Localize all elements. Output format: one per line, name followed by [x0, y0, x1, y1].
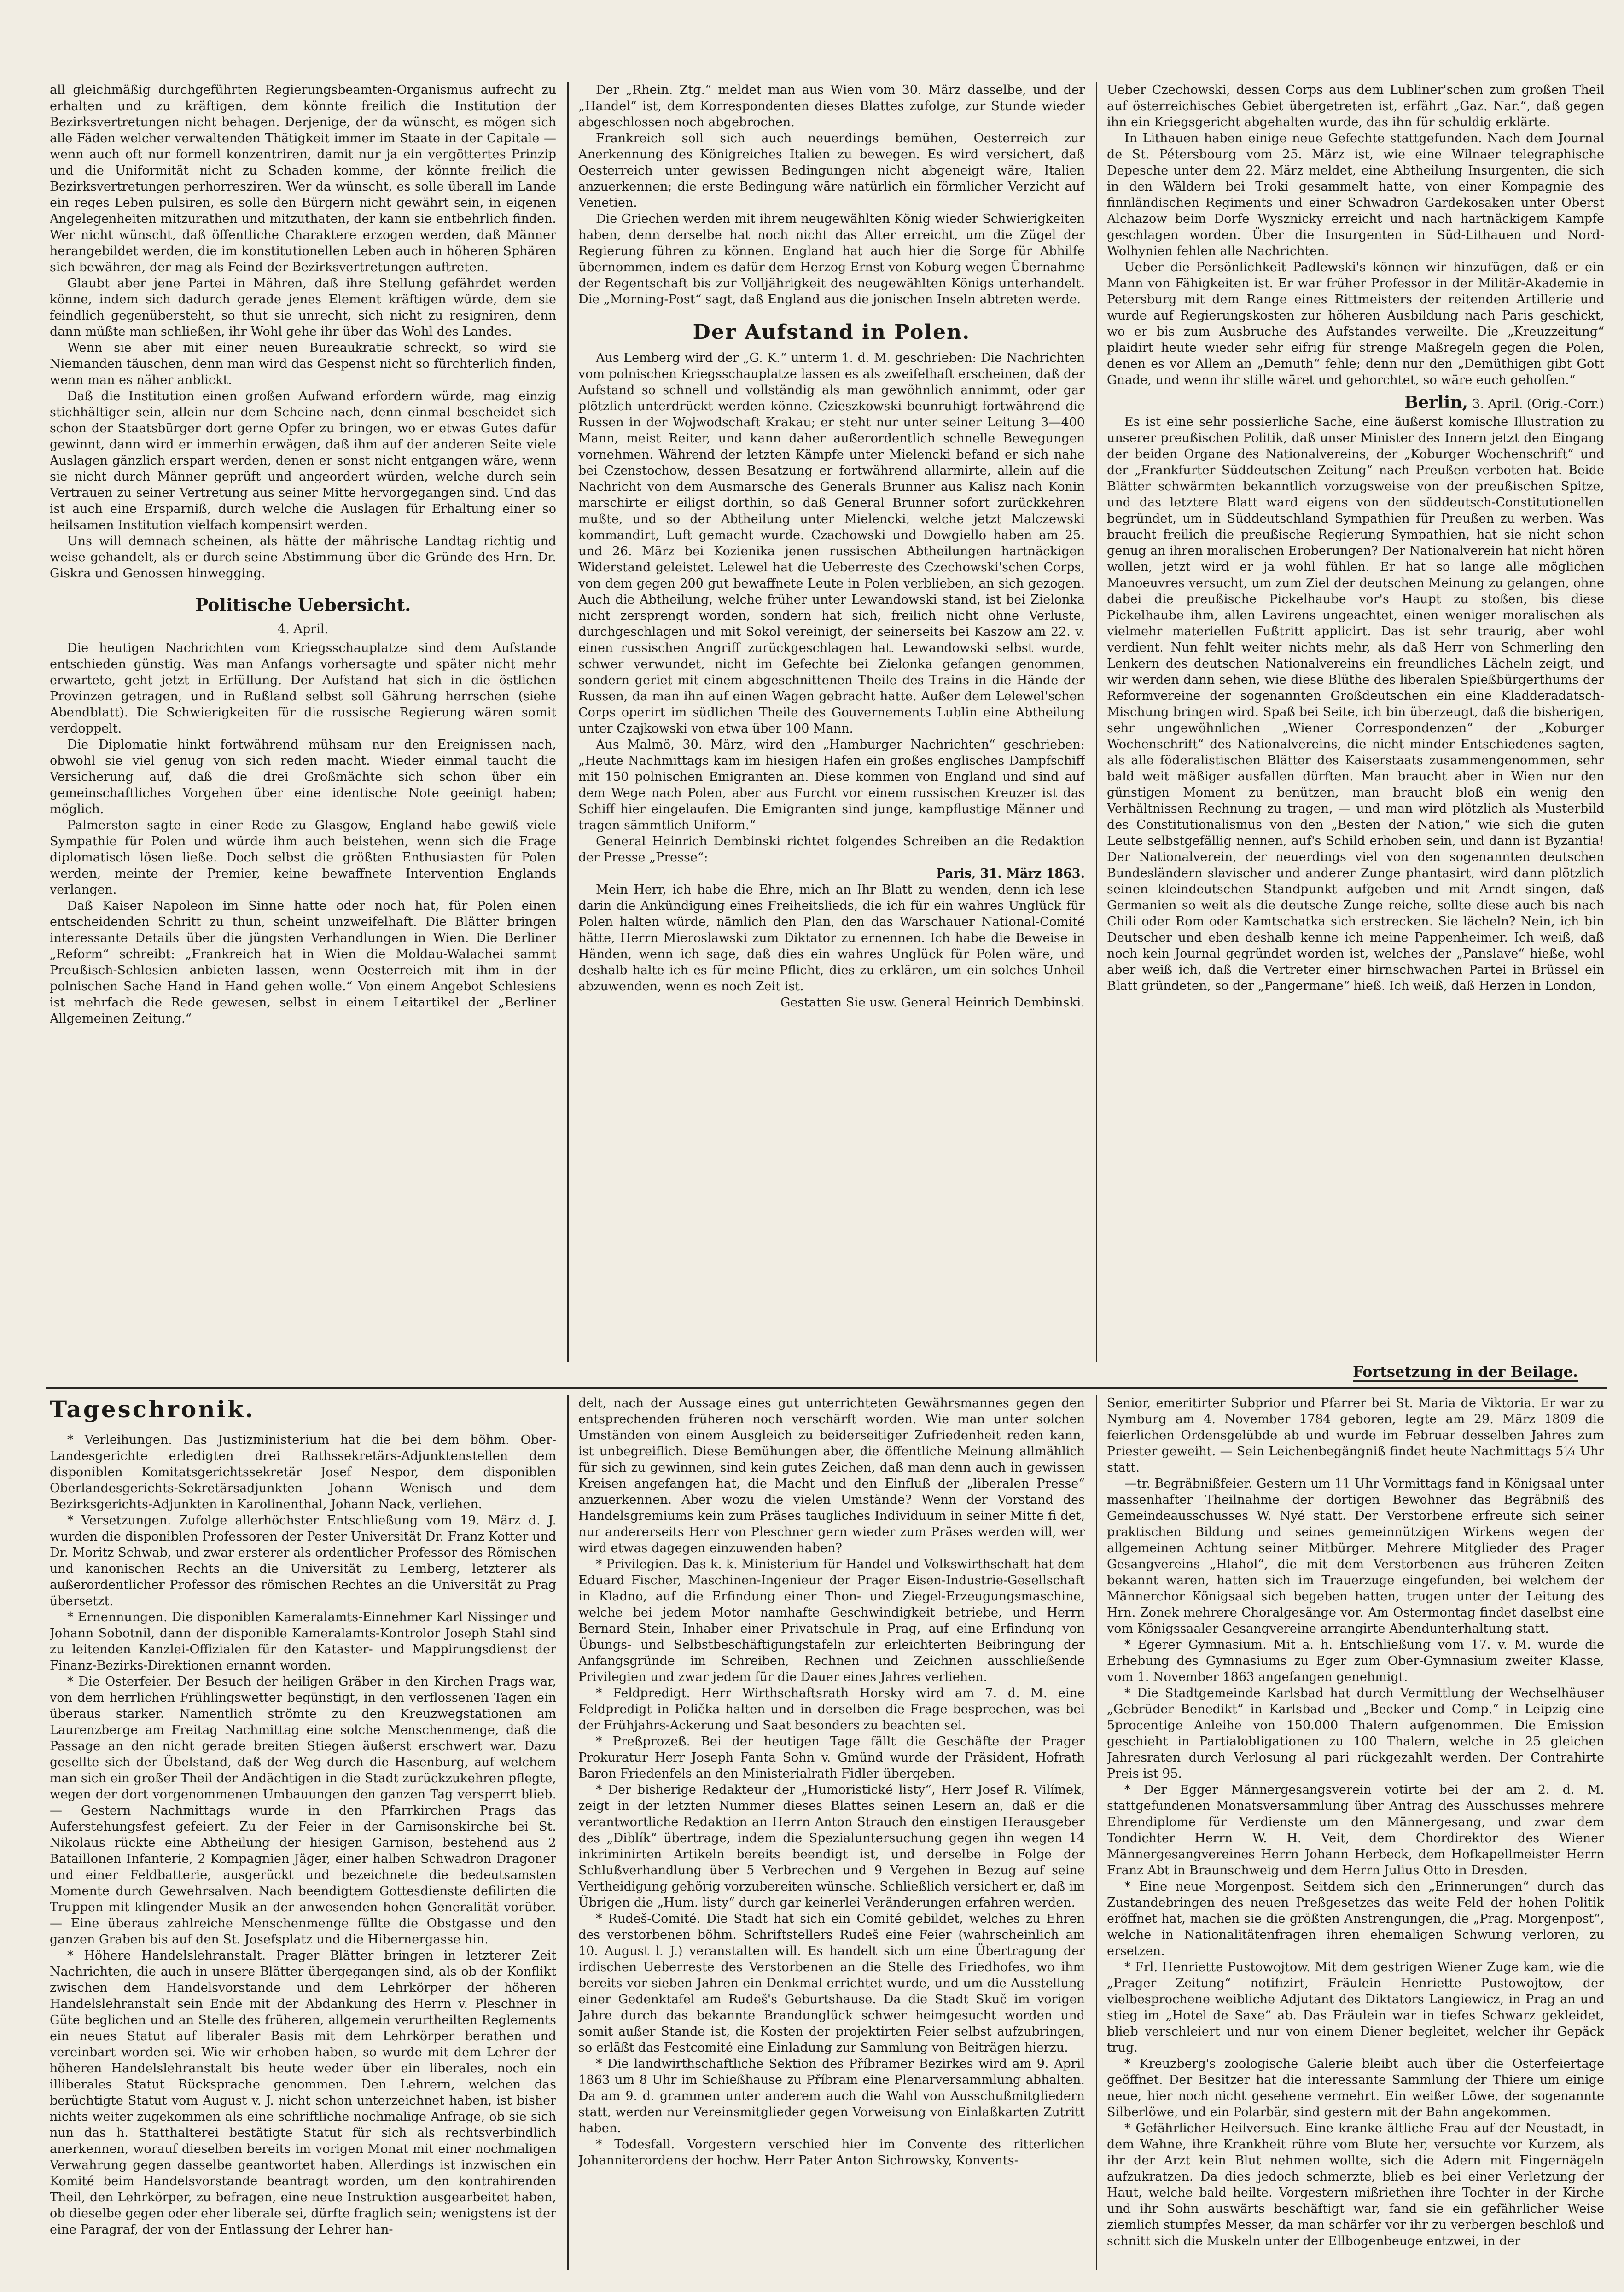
- paragraph: Es ist eine sehr possierliche Sache, eine äußerst komische Illustration zu unserer preußischen Politik, daß unser Minister des Innern jetzt den Eingang der beiden Organe des Nationalvereins, der „Koburger Wochenschrift“ und der „Frankfurter Süddeutschen Zeitung“ nach Preußen verboten hat. Beide Blätter schwärmten bekanntlich vorzugsweise von der preußischen Spitze, und das letztere Blatt ward eigens von den süddeutsch-Constitutionellen begründet, um in Süddeutschland Sympathien für Preußen zu werben. Was braucht freilich die preußische Regierung Sympathien, hat sie nicht schon genug an ihren moralischen Eroberungen? Der Nationalverein hat nicht hören wollen, jetzt wird er ja wohl fühlen. Er hat so lange alle möglichen Manoeuvres versucht, um zum Ziel der deutschen Meinung zu gelangen, ohne dabei die preußische Pickelhaube vor's Haupt zu stoßen, bis diese Pickelhaube ihm, allen Lavirens ungeachtet, einen weniger moralischen als vielmehr materiellen Fußtritt applicirt. Das ist sehr traurig, aber wohl verdient. Nun fehlt weiter nichts mehr, als daß Herr von Schmerling den Lenkern des deutschen Nationalvereins ein freundliches Lächeln zeigt, und wir werden dann sehen, wie diese Blüthe des liberalen Spießbürgerthums der Reformvereine der sogenannten Großdeutschen ein eine Kladderadatsch-Mischung bringen wird. Spaß bei Seite, ich bin überzeugt, daß die bisherigen, sehr ungewöhnlichen „Wiener Correspondenzen“ der „Koburger Wochenschrift“ des Nationalvereins, die nicht minder Entschiedenes sagten, als alle föderalistischen Blätter des Kaiserstaats zusammengenommen, sehr bald weit mäßiger ausfallen dürften. Man braucht aber in Wien nur den günstigen Moment zu benützen, man braucht bloß ein wenig den Verhältnissen Rechnung zu tragen, — und man wird plötzlich als Musterbild des Constitutionalismus von den „Besten der Nation,“ wie sich die guten Leute selbstgefällig nennen, auf's Schild erhoben sein, und dann ist Byzantia! Der Nationalverein, der neuerdings viel von den sogenannten deutschen Bundesländern slavischer und anderer Zunge phantasirt, wird dann plötzlich seinen kleindeutschen Standpunkt aufgeben und mit Arndt singen, daß Germanien so weit als die deutsche Zunge reiche, sollte diese auch bis nach Chili oder Rom oder Kamtschatka sich erstrecken. Sie lächeln? Nein, ich bin Deutscher und eben deshalb kenne ich meine Pappenheimer. Ich weiß, daß noch kein Journal gegründet worden ist, welches der „Panslave“ hieße, wohl aber weiß ich, daß die Vertreter einer hirnschwachen Partei in Brüssel ein Blatt gründeten, so der „Pangermane“ hieß. Ich weiß, daß Herzen in London,: [1107, 415, 1604, 993]
- bottom-column-2: [578, 1395, 1085, 2265]
- column-rule: [567, 1395, 569, 2270]
- correspondence-date: 3. April. (Orig.-Corr.): [1472, 397, 1604, 411]
- paragraph: Wenn sie aber mit einer neuen Bureaukratie schreckt, so wird sie Niemanden täuschen, denn man wird das Gespenst nicht so fürchterlich finden, wenn man es näher anblickt.: [50, 341, 556, 387]
- paragraph: Senior, emeritirter Subprior und Pfarrer bei St. Maria de Viktoria. Er war zu Nymburg am 4. November 1784 geboren, legte am 29. März 1809 die feierlichen Ordensgelübde ab und wurde im Februar desselben Jahres zum Priester geweiht. — Sein Leichenbegängniß findet heute Nachmittags 5¼ Uhr statt.: [1107, 1396, 1604, 1475]
- column-rule: [567, 82, 569, 1362]
- paragraph: —tr. Begräbnißfeier. Gestern um 11 Uhr Vormittags fand in Königsaal unter massenhafter Theilnahme der dortigen Bewohner das Begräbniß des Gemeindeausschusses W. Nyé statt. Der Verstorbene erfreute sich seiner praktischen Bildung und seines gemeinnützigen Wirkens wegen der allgemeinen Achtung seiner Mitbürger. Mehrere Mitglieder des Prager Gesangvereins „Hlahol“, die mit dem Verstorbenen aus früheren Zeiten bekannt waren, hatten sich im Trauerzuge eingefunden, bei welchem der Männerchor Königsaal sich begeben hatten, trugen unter der Leitung des Hrn. Zonek mehrere Choralgesänge vor. Am Ostermontag findet daselbst eine vom Königssaaler Gesangvereine arrangirte Abendunterhaltung statt.: [1107, 1477, 1604, 1636]
- paragraph: Mein Herr, ich habe die Ehre, mich an Ihr Blatt zu wenden, denn ich lese darin die Ankündigung eines Freiheitslieds, die ich für ein wahres Unglück für Polen halten würde, nämlich den Plan, den das Warschauer National-Comité hätte, Herrn Mieroslawski zum Diktator zu ernennen. Ich habe die Beweise in Händen, wenn ich sage, daß dies ein wahres Unglück für Polen wäre, und deshalb halte ich es für meine Pflicht, dies zu erklären, um ein solches Unheil abzuwenden, wenn es noch Zeit ist.: [578, 883, 1085, 994]
- section-divider: [46, 1387, 1607, 1389]
- paragraph: Uns will demnach scheinen, als hätte der mährische Landtag richtig und weise gehandelt, als er durch seine Abstimmung über die Gründe des Hrn. Dr. Giskra und Genossen hinwegging.: [50, 534, 556, 581]
- paragraph: * Der bisherige Redakteur der „Humoristické listy“, Herr Josef R. Vilímek, zeigt in der letzten Nummer dieses Blattes seinen Lesern an, daß er die verantwortliche Redaktion an Herrn Anton Strauch den einstigen Herausgeber des „Diblík“ übertrage, indem die Spezialuntersuchung gegen ihn wegen 14 inkriminirten Artikeln bereits beendigt ist, und derselbe in Folge der Schlußverhandlung über 5 Verbrechen und 9 Vergehen in Bezug auf seine Vertheidigung gehörig vorzubereiten wünsche. Schließlich versichert er, daß im Übrigen die „Hum. listy“ durch gar keinerlei Veränderungen erfahren werden.: [578, 1783, 1085, 1910]
- paragraph: Palmerston sagte in einer Rede zu Glasgow, England habe gewiß viele Sympathie für Polen und würde ihm auch beistehen, wenn sich die Frage diplomatisch lösen ließe. Doch selbst die größten Enthusiasten für Polen werden, meinte der Premier, keine bewaffnete Intervention Englands verlangen.: [50, 818, 556, 897]
- paragraph: * Gefährlicher Heilversuch. Eine kranke ältliche Frau auf der Neustadt, in dem Wahne, ihre Krankheit rühre vom Blute her, versuchte vor Kurzem, als ihr der Arzt kein Blut nehmen wollte, sich die Adern mit Fingernägeln aufzukratzen. Da dies jedoch schmerzte, blieb es bei einer Verletzung der Haut, welche bald heilte. Vorgestern mißriethen ihre Tochter in der Kirche und ihr Sohn auswärts beschäftigt war, fand sie ein gefährlicher Weise ziemlich stumpfes Messer, da man schärfer vor ihr zu verbergen beschloß und schnitt sich die Muskeln unter der Ellbogenbeuge entzwei, in der: [1107, 2121, 1604, 2248]
- section-heading: Der Aufstand in Polen.: [693, 320, 971, 344]
- correspondence-header: [1107, 395, 1604, 412]
- paragraph: * Preßprozeß. Bei der heutigen Tage fällt die Geschäfte der Prager Prokuratur Herr Joseph Fanta Sohn v. Gmünd wurde der Präsident, Hofrath Baron Friedenfels an den Ministerialrath Fidler übergeben.: [578, 1734, 1085, 1781]
- column-rule: [1096, 82, 1097, 1362]
- correspondence-city: Berlin,: [1404, 393, 1468, 412]
- paragraph: * Privilegien. Das k. k. Ministerium für Handel und Volkswirthschaft hat dem Eduard Fischer, Maschinen-Ingenieur der Prager Eisen-Industrie-Gesellschaft in Kladno, auf die Erfindung einer Thon- und Ziegel-Erzeugungsmaschine, welche bei jedem Motor namhafte Geschwindigkeit betriebe, und Herrn Bernard Stein, Inhaber einer Privatschule in Prag, auf eine Erfindung von Übungs- und Selbstbeschäftigungstafeln zur erleichterten Beibringung der Anfangsgründe im Schreiben, Rechnen und Zeichnen ausschließende Privilegien und zwar jedem für die Dauer eines Jahres verliehen.: [578, 1557, 1085, 1684]
- paragraph: * Ernennungen. Die disponiblen Kameralamts-Einnehmer Karl Nissinger und Johann Sobotnil, dann der disponible Kameralamts-Kontrolor Joseph Stahl sind zu leitenden Kanzlei-Offizialen für den Kataster- und Mappirungsdienst der Finanz-Bezirks-Direktionen ernannt worden.: [50, 1610, 556, 1673]
- continuation-note: Fortsetzung in der Beilage.: [1353, 1363, 1578, 1382]
- top-column-2: [578, 82, 1085, 1357]
- paragraph: * Verleihungen. Das Justizministerium hat die bei dem böhm. Ober-Landesgerichte erledigten drei Rathssekretärs-Adjunktenstellen dem disponiblen Komitatsgerichtssekretär Josef Nespor, dem disponiblen Oberlandesgerichts-Sekretärsadjunkten Johann Wenisch und dem Bezirksgerichts-Adjunkten in Karolinenthal, Johann Nack, verliehen.: [50, 1433, 556, 1512]
- column-rule: [1096, 1395, 1097, 2270]
- paragraph: * Höhere Handelslehranstalt. Prager Blätter bringen in letzterer Zeit Nachrichten, die auch in unsere Blätter übergegangen sind, als ob der Konflikt zwischen dem Handelsvorstande und dem Lehrkörper der höheren Handelslehranstalt sein Ende mit der Abdankung des Herrn v. Pleschner in Güte beglichen und an Stelle des früheren, allgemein verurtheilten Reglements ein neues Statut auf liberaler Basis mit dem Lehrkörper berathen und vereinbart worden sei. Wie wir erhoben haben, so wurde mit dem Lehrer der höheren Handelslehranstalt bis heute weder über ein liberales, noch ein illiberales Statut Rücksprache genommen. Den Lehrern, welchen das berüchtigte Statut vom August v. J. nicht schon unterzeichnet haben, ist bisher nichts weiter zugekommen als eine schriftliche nochmalige Anfrage, ob sie sich nun das h. Statthalterei bestätigte Statut für sich als rechtsverbindlich anerkennen, worauf dieselben bereits im vorigen Monat mit einer nochmaligen Verwahrung gegen dasselbe geantwortet haben. Allerdings ist inzwischen ein Komité beim Handelsvorstande beantragt worden, um den kontrahirenden Theil, den Lehrkörper, zu befragen, eine neue Instruktion ausgearbeitet haben, ob dieselbe gegen oder eher liberale sei, dürfte fraglich sein; wenigstens ist der eine Paragraf, der von der Entlassung der Lehrer han-: [50, 1949, 556, 2237]
- paragraph: delt, nach der Aussage eines gut unterrichteten Gewährsmannes gegen den entsprechenden früheren noch verschärft worden. Wie man unter solchen Umständen von einem Ausgleich zu beiderseitiger Zufriedenheit reden kann, ist unbegreiflich. Diese Bemühungen aber, die öffentliche Meinung allmählich für sich zu gewinnen, sind kein gutes Zeichen, daß man denn auch in gewissen Kreisen angefangen hat, die Macht und den Einfluß der „liberalen Presse“ anzuerkennen. Aber wozu die vielen Umstände? Wenn der Vorstand des Handelsgremiums kein zum Präses taugliches Individuum in seiner Mitte fi det, nur andererseits Herr von Pleschner gern wieder zum Präses werden will, wer wird etwas dagegen einzuwenden haben?: [578, 1396, 1085, 1555]
- signature: Gestatten Sie usw. General Heinrich Dembinski.: [780, 995, 1085, 1010]
- dateline: Paris, 31. März 1863.: [936, 867, 1085, 881]
- paragraph: Ueber die Persönlichkeit Padlewski's können wir hinzufügen, daß er ein Mann von Fähigkeiten ist. Er war früher Professor in der Militär-Akademie in Petersburg mit dem Range eines Rittmeisters der reitenden Artillerie und wurde auf Regierungskosten zur höheren Ausbildung nach Paris geschickt, wo er bis zum Ausbruche des Aufstandes verweilte. Die „Kreuzzeitung“ plaidirt heute wieder sehr eifrig für strenge Maßregeln gegen die Polen, denen es vor Allem an „Demuth“ fehle; denn nur den „Demüthigen gibt Gott Gnade, und wenn ihr stille wäret und gehorchtet, so wäre euch geholfen.“: [1107, 260, 1604, 387]
- top-column-3: [1107, 82, 1604, 1357]
- paragraph: * Der Egger Männergesangsverein votirte bei der am 2. d. M. stattgefundenen Monatsversammlung über Antrag des Ausschusses mehrere Ehrendiplome für Verdienste um den Männergesang, und zwar dem Tondichter Herrn W. H. Veit, dem Chordirektor des Wiener Männergesangvereines Herrn Johann Herbeck, dem Hofkapellmeister Herrn Franz Abt in Braunschweig und dem Herrn Julius Otto in Dresden.: [1107, 1783, 1604, 1878]
- paragraph: * Die Stadtgemeinde Karlsbad hat durch Vermittlung der Wechselhäuser „Gebrüder Benedikt“ in Karlsbad und „Becker und Comp.“ in Leipzig eine 5procentige Anleihe von 150.000 Thalern aufgenommen. Die Emission geschieht in Partialobligationen zu 100 Thalern, welche in 25 gleichen Jahresraten durch Verlosung al pari rückgezahlt werden. Der Contrahirte Preis ist 95.: [1107, 1686, 1604, 1781]
- paragraph: * Die landwirthschaftliche Sektion des Příbramer Bezirkes wird am 9. April 1863 um 8 Uhr im Schießhause zu Příbram eine Plenarversammlung abhalten. Da am 9. d. grammen unter anderem auch die Wahl von Ausschußmitgliedern statt, werden nur Vereinsmitglieder gegen Vorweisung von Einlaßkarten Zutritt haben.: [578, 2057, 1085, 2135]
- paragraph: Daß Kaiser Napoleon im Sinne hatte oder noch hat, für Polen einen entscheidenden Schritt zu thun, scheint unzweifelhaft. Die Blätter bringen interessante Details über die jüngsten Verhandlungen in Wien. Die Berliner „Reform“ schreibt: „Frankreich hat in Wien die Moldau-Walachei sammt Preußisch-Schlesien anbieten lassen, wenn Oesterreich mit ihm in der polnischen Sache Hand in Hand gehen wolle.“ Von einem Angebot Schlesiens ist mehrfach die Rede gewesen, selbst in einem Leitartikel der „Berliner Allgemeinen Zeitung.“: [50, 899, 556, 1026]
- tageschronik-title-wrap: [50, 1395, 556, 1432]
- bottom-column-3: [1107, 1395, 1604, 2265]
- paragraph: Die Diplomatie hinkt fortwährend mühsam nur den Ereignissen nach, obwohl sie viel genug von sich reden macht. Wieder einmal taucht die Versicherung auf, daß die drei Großmächte sich schon über ein gemeinschaftliches Vorgehen über eine identische Note geeinigt haben; möglich.: [50, 738, 556, 816]
- paragraph: In Lithauen haben einige neue Gefechte stattgefunden. Nach dem Journal de St. Pétersbourg vom 25. März ist, wie eine Wilnaer telegraphische Depesche unter dem 22. März meldet, eine Abtheilung Insurgenten, die sich in den Wäldern bei Troki gesammelt hatte, von einer Kompagnie des finnländischen Regiments und einer Schwadron Gardekosaken unter Oberst Alchazow beim Dorfe Wysznicky erreicht und nach hartnäckigem Kampfe geschlagen worden. Über die Insurgenten in Süd-Lithauen und Nord-Wolhynien fehlen alle Nachrichten.: [1107, 131, 1604, 258]
- paragraph: Aus Lemberg wird der „G. K.“ unterm 1. d. M. geschrieben: Die Nachrichten vom polnischen Kriegsschauplatze lassen es als zweifelhaft erscheinen, daß der Aufstand so schnell und vollständig als man gewöhnlich annimmt, oder gar plötzlich unterdrückt werden könne. Czieszkowski beunruhigt fortwährend die Russen in der Wojwodschaft Krakau; er steht nur unter seiner Leitung 3—400 Mann, meist Reiter, und kann daher außerordentlich schnelle Bewegungen vornehmen. Während der letzten Kämpfe unter Mielencki befand er sich nahe bei Czenstochow, dessen Besatzung er fortwährend allarmirte, allein auf die Nachricht von dem Ausmarsche des Generals Brunner aus Kalisz nach Konin marschirte er eiligst dorthin, so daß General Brunner sofort zurückkehren mußte, und so der Abtheilung unter Mielencki, welche jetzt Malczewski kommandirt, Luft gemacht wurde. Czachowski und Dowgiello haben am 25. und 26. März bei Kozienika jenen russischen Abtheilungen hartnäckigen Widerstand geleistet. Lelewel hat die Ueberreste des Czechowski'schen Corps, von dem gegen 200 gut bewaffnete Leute in Polen verblieben, an sich gezogen. Auch die Abtheilung, welche früher unter Lewandowski stand, ist bei Zielonka nicht zersprengt worden, sondern hat sich, freilich nicht ohne Verluste, durchgeschlagen und mit Sokol vereinigt, der seinerseits bei Kaszow am 22. v. einen russischen Angriff zurückgeschlagen hat. Lewandowski selbst wurde, schwer verwundet, nicht im Gefechte bei Zielonka gefangen genommen, sondern geriet mit einem abgeschnittenen Theile des Trains in die Hände der Russen, da man ihn auf einen Wagen gebracht hatte. Außer dem Lelewel'schen Corps operirt im südlichen Theile des Gouvernements Lublin eine Abtheilung unter Czajkowski von etwa über 100 Mann.: [578, 351, 1085, 736]
- paragraph: Frankreich soll sich auch neuerdings bemühen, Oesterreich zur Anerkennung des Königreiches Italien zu bewegen. Es wird versichert, daß Oesterreich unter gewissen Bedingungen nicht abgeneigt wäre, Italien anzuerkennen; die erste Bedingung wäre natürlich ein förmlicher Verzicht auf Venetien.: [578, 131, 1085, 210]
- paragraph: Aus Malmö, 30. März, wird den „Hamburger Nachrichten“ geschrieben: „Heute Nachmittags kam im hiesigen Hafen ein großes englisches Dampfschiff mit 150 polnischen Emigranten an. Diese kommen von England und sind auf dem Wege nach Polen, aber aus Furcht vor einem russischen Kreuzer ist das Schiff hier eingelaufen. Die Emigranten sind junge, kampflustige Männer und tragen sämmtlich Uniform.“: [578, 738, 1085, 832]
- paragraph: * Frl. Henriette Pustowojtow. Mit dem gestrigen Wiener Zuge kam, wie die „Prager Zeitung“ notifizirt, Fräulein Henriette Pustowojtow, der vielbesprochene weibliche Adjutant des Diktators Langiewicz, in Prag an und stieg im „Hotel de Saxe“ ab. Das Fräulein war in tiefes Schwarz gekleidet, blieb verschleiert und nur von einem Diener begleitet, welcher ihr Gepäck trug.: [1107, 1960, 1604, 2055]
- paragraph: * Eine neue Morgenpost. Seitdem sich den „Erinnerungen“ durch das Zustandebringen des neuen Preßgesetzes das weite Feld der hohen Politik eröffnet hat, machen sie die größten Anstrengungen, die „Prag. Morgenpost“, welche in Nationalitätenfragen ihren ehemaligen Schwung verloren, zu ersetzen.: [1107, 1879, 1604, 1958]
- paragraph: Die Griechen werden mit ihrem neugewählten König wieder Schwierigkeiten haben, denn derselbe hat noch nicht das Alter erreicht, um die Zügel der Regierung führen zu können. England hat auch hier die Sorge für Abhilfe übernommen, indem es dafür dem Herzog Ernst von Koburg wegen Übernahme der Regentschaft bis zur Volljährigkeit des neugewählten Königs unterhandelt. Die „Morning-Post“ sagt, daß England aus die jonischen Inseln abtreten werde.: [578, 212, 1085, 307]
- tageschronik-title: Tageschronik.: [50, 1396, 255, 1423]
- paragraph: * Kreuzberg's zoologische Galerie bleibt auch über die Osterfeiertage geöffnet. Der Besitzer hat die interessante Sammlung der Thiere um einige neue, hier noch nicht gesehene vermehrt. Ein weißer Löwe, der sogenannte Silberlöwe, und ein Polarbär, sind gestern mit der Bahn angekommen.: [1107, 2057, 1604, 2119]
- paragraph: * Die Osterfeier. Der Besuch der heiligen Gräber in den Kirchen Prags war, von dem herrlichen Frühlingswetter begünstigt, in den verflossenen Tagen ein überaus starker. Namentlich strömte zu den Kreuzwegstationen am Laurenzberge am Freitag Nachmittag eine solche Menschenmenge, daß die Passage an den nicht gerade breiten Stiegen äußerst erschwert war. Dazu gesellte sich der Übelstand, daß der Weg durch die Hasenburg, auf welchem man sich ein großer Theil der Andächtigen in die Stadt zurückzukehren pflegte, wegen der dort vorgenommenen Umbauungen den ganzen Tag versperrt blieb. — Gestern Nachmittags wurde in den Pfarrkirchen Prags das Auferstehungsfest gefeiert. Zu der Feier in der Garnisonskirche bei St. Nikolaus rückte eine Abtheilung der hiesigen Garnison, bestehend aus 2 Bataillonen Infanterie, 2 Kompagnien Jäger, einer halben Schwadron Dragoner und einer Feldbatterie, ausgerückt und bezeichnete die bedeutsamsten Momente durch Gewehrsalven. Nach beendigtem Gottesdienste defilirten die Truppen mit klingender Musik an der anwesenden hohen Generalität vorüber. — Eine überaus zahlreiche Menschenmenge füllte die Obstgasse und den ganzen Graben bis auf den St. Josefsplatz und die Hibernergasse hin.: [50, 1675, 556, 1947]
- paragraph: Der „Rhein. Ztg.“ meldet man aus Wien vom 30. März dasselbe, und der „Handel“ ist, dem Korrespondenten dieses Blattes zufolge, zur Stunde wieder abgeschlossen noch abgebrochen.: [578, 83, 1085, 129]
- dateline: 4. April.: [278, 622, 328, 636]
- paragraph: all gleichmäßig durchgeführten Regierungsbeamten-Organismus aufrecht zu erhalten und zu kräftigen, dem könnte freilich die Institution der Bezirksvertretungen nicht behagen. Derjenige, der da wünscht, es mögen sich alle Fäden welcher verwaltenden Thätigkeit immer im Staate in der Capitale — wenn auch oft nur formell konzentriren, damit nur ja ein vergöttertes Prinzip und die Uniformität nicht zu Schaden komme, der könnte freilich die Bezirksvertretungen perhorresziren. Wer da wünscht, es solle überall im Lande ein reges Leben pulsiren, es solle den Bürgern nicht gewährt sein, in eigenen Angelegenheiten mitzurathen und mitzuthaten, der kann sie entbehrlich finden. Wer nicht wünscht, daß öffentliche Charaktere erzogen werden, daß Männer herangebildet werden, die im konstitutionellen Leben auch in höheren Sphären sich bewähren, der mag als Feind der Bezirksvertretungen auftreten.: [50, 83, 556, 274]
- paragraph: * Egerer Gymnasium. Mit a. h. Entschließung vom 17. v. M. wurde die Erhebung des Gymnasiums zu Eger zum Ober-Gymnasium zweiter Klasse, vom 1. November 1863 angefangen genehmigt.: [1107, 1638, 1604, 1684]
- top-column-1: [50, 82, 556, 1357]
- paragraph: Ueber Czechowski, dessen Corps aus dem Lubliner'schen zum großen Theil auf österreichisches Gebiet übergetreten ist, erfährt „Gaz. Nar.“, daß gegen ihn ein Kriegsgericht abgehalten wurde, das ihn für schuldig erklärte.: [1107, 83, 1604, 129]
- paragraph: Die heutigen Nachrichten vom Kriegsschauplatze sind dem Aufstande entschieden günstig. Was man Anfangs vorhersagte und später nicht mehr erwartete, geht jetzt in Erfüllung. Der Aufstand hat sich in die östlichen Provinzen getragen, und in Rußland selbst soll Gährung herrschen (siehe Abendblatt). Die Schwierigkeiten für die russische Regierung wären somit verdoppelt.: [50, 641, 556, 736]
- paragraph: * Todesfall. Vorgestern verschied hier im Convente des ritterlichen Johanniterordens der hochw. Herr Pater Anton Sichrowsky, Konvents-: [578, 2137, 1085, 2168]
- paragraph: * Feldpredigt. Herr Wirthschaftsrath Horsky wird am 7. d. M. eine Feldpredigt in Polička halten und in derselben die Frage besprechen, was bei der Frühjahrs-Ackerung und Saat besonders zu beachten sei.: [578, 1686, 1085, 1733]
- paragraph: Daß die Institution einen großen Aufwand erfordern würde, mag einzig stichhältiger sein, allein nur dem Scheine nach, denn einmal bescheidet sich schon der Staatsbürger dort gerne Opfer zu bringen, wo er etwas Gutes dafür gewinnt, dann wird er immerhin erwägen, daß ihm auf der anderen Seite viele Auslagen gänzlich erspart werden, denen er sonst nicht entgangen wäre, wenn sie nicht durch Männer geprüft und angeordert würden, welche durch sein Vertrauen zu seiner Vertretung aus seiner Mitte hervorgegangen sind. Und das ist auch eine Ersparniß, durch welche die Auslagen für Erhaltung einer so heilsamen Institution vielfach kompensirt werden.: [50, 389, 556, 532]
- paragraph: * Rudeš-Comité. Die Stadt hat sich ein Comité gebildet, welches zu Ehren des verstorbenen böhm. Schriftstellers Rudeš eine Feier (wahrscheinlich am 10. August l. J.) veranstalten will. Es handelt sich um eine Übertragung der irdischen Ueberreste des Verstorbenen an die Stelle des Friedhofes, wo ihm bereits vor sieben Jahren ein Denkmal errichtet wurde, und um die Ausstellung einer Gedenktafel am Rudeš's Geburtshause. Da die Stadt Skuč im vorigen Jahre durch das bekannte Brandunglück schwer heimgesucht worden und somit außer Stande ist, die Kosten der projektirten Feier selbst aufzubringen, so erläßt das Festcomité eine Einladung zur Sammlung von Beiträgen hierzu.: [578, 1912, 1085, 2055]
- paragraph: General Heinrich Dembinski richtet folgendes Schreiben an die Redaktion der Presse „Presse“:: [578, 834, 1085, 865]
- section-heading: Politische Uebersicht.: [195, 594, 411, 615]
- paragraph: Glaubt aber jene Partei in Mähren, daß ihre Stellung gefährdet werden könne, indem sich dadurch gerade jenes Element kräftigen würde, dem sie feindlich gegenübersteht, so thut sie unrecht, sich nicht zu resigniren, denn dann müßte man schließen, ihr Wohl gehe ihr über das Wohl des Landes.: [50, 276, 556, 339]
- paragraph: * Versetzungen. Zufolge allerhöchster Entschließung vom 19. März d. J. wurden die disponiblen Professoren der Pester Universität Dr. Franz Kotter und Dr. Moritz Schwab, und zwar ersterer als ordentlicher Professor des Römischen und kanonischen Rechts an die Universität zu Lemberg, letzterer als außerordentlicher Professor des römischen Rechtes an die Universität zu Prag übersetzt.: [50, 1513, 556, 1608]
- bottom-column-1: [50, 1432, 556, 2265]
